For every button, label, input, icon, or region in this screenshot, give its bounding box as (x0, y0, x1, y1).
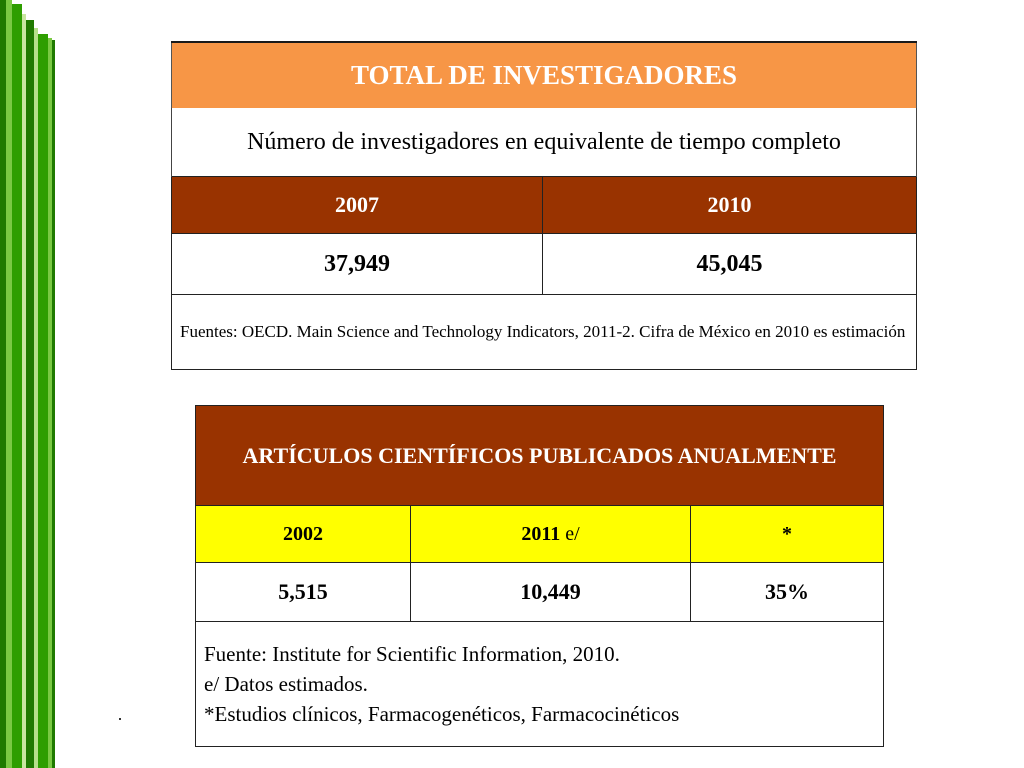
articles-growth-value: 35% (691, 563, 884, 622)
border-stripe (38, 34, 48, 768)
researchers-value-2010: 45,045 (543, 234, 917, 295)
researchers-table-title: TOTAL DE INVESTIGADORES (172, 42, 917, 108)
year-header-2011 (411, 506, 691, 563)
growth-header: * (691, 506, 884, 563)
articles-value-2011: 10,449 (411, 563, 691, 622)
year-header-2010: 2010 (543, 177, 917, 234)
researchers-source-note: Fuentes: OECD. Main Science and Technology Indicators, 2011-2. Cifra de México en 2010 es estimación (172, 295, 917, 370)
articles-table-title: ARTÍCULOS CIENTÍFICOS PUBLICADOS ANUALMENTE (196, 406, 884, 506)
stray-dot (119, 718, 121, 720)
decorative-green-border (0, 0, 58, 768)
year-header-2002: 2002 (196, 506, 411, 563)
articles-value-2002: 5,515 (196, 563, 411, 622)
researchers-value-2007: 37,949 (172, 234, 543, 295)
estimate-marker: e/ (565, 522, 580, 545)
researchers-table (171, 41, 917, 370)
border-stripe (52, 40, 55, 768)
articles-table (195, 405, 884, 747)
border-stripe (12, 4, 22, 768)
note-estimated: e/ Datos estimados. (204, 672, 368, 696)
year-header-2011-label: 2011 (521, 522, 566, 545)
border-stripe (26, 20, 34, 768)
articles-notes (196, 622, 884, 747)
researchers-table-subtitle: Número de investigadores en equivalente de tiempo completo (172, 108, 917, 177)
note-source: Fuente: Institute for Scientific Information, 2010. (204, 642, 620, 666)
year-header-2007: 2007 (172, 177, 543, 234)
note-studies: *Estudios clínicos, Farmacogenéticos, Farmacocinéticos (204, 702, 680, 726)
